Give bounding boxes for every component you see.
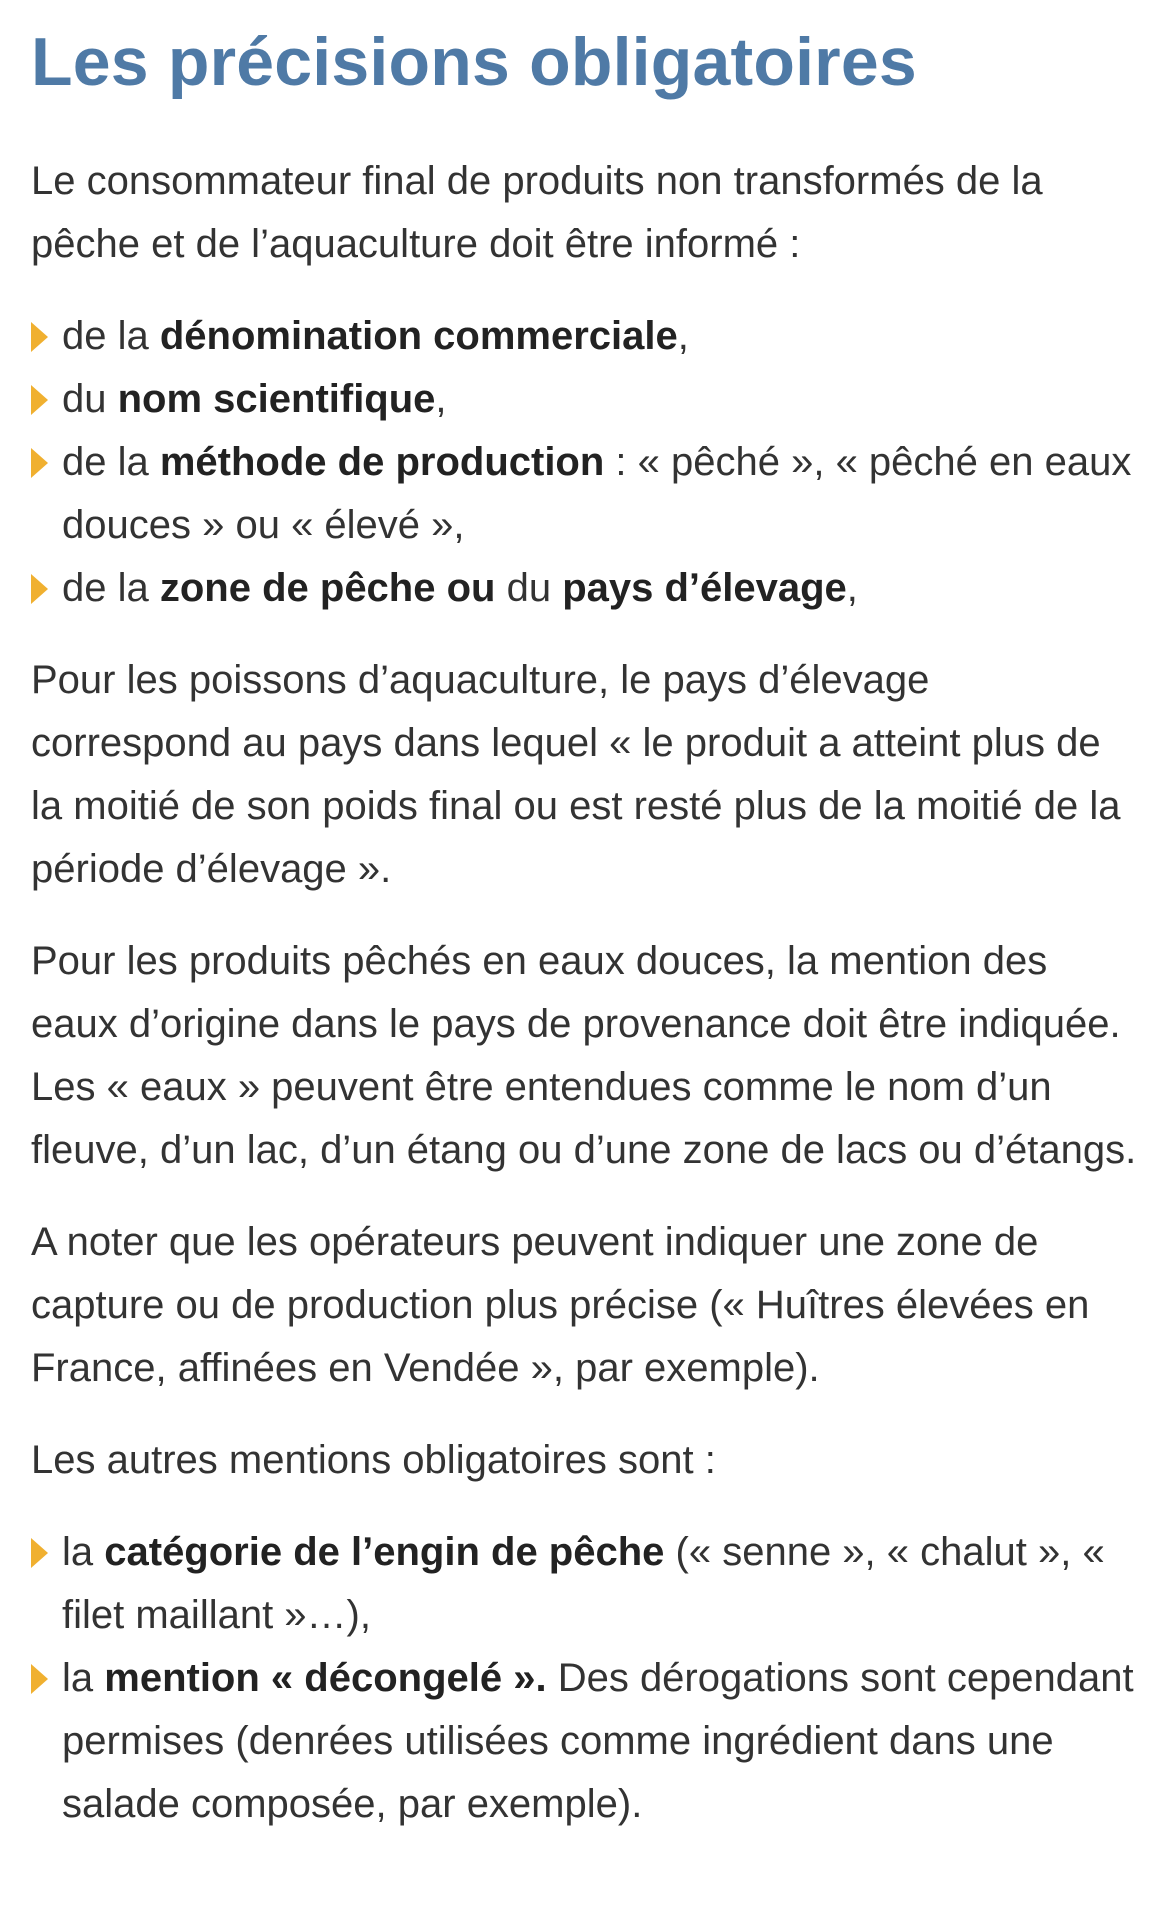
item-middle: du: [495, 566, 563, 610]
operators-note-paragraph: A noter que les opérateurs peuvent indiquer une zone de capture ou de production plus précise (« Huîtres élevées en France, affinées en Vendée », par exemple).: [31, 1220, 1090, 1390]
item-suffix: ,: [677, 314, 689, 358]
list-item: [31, 1647, 1140, 1836]
item-bold-second: pays d’élevage: [562, 566, 847, 610]
item-suffix: (« senne », « chalut », « filet maillant »…),: [62, 1530, 1105, 1637]
item-prefix: la: [62, 1530, 105, 1574]
item-prefix: de la: [62, 314, 160, 358]
item-suffix: ,: [846, 566, 858, 610]
other-mentions-list: [31, 1521, 1140, 1836]
list-item: [31, 431, 1140, 557]
item-suffix: Des dérogations sont cependant permises (denrées utilisées comme ingrédient dans une salade composée, par exemple).: [62, 1656, 1134, 1826]
triangle-right-icon: [31, 322, 48, 352]
freshwater-paragraph: Pour les produits pêchés en eaux douces, la mention des eaux d’origine dans le pays de provenance doit être indiquée. Les « eaux » peuvent être entendues comme le nom d’un fleuve, d’un lac, d’un étang ou d’une zone de lacs ou d’étangs.: [31, 939, 1137, 1172]
item-bold: zone de pêche ou: [159, 566, 496, 610]
item-bold: catégorie de l’engin de pêche: [104, 1530, 665, 1574]
list-item: [31, 557, 1140, 620]
item-prefix: du: [62, 377, 118, 421]
triangle-right-icon: [31, 574, 48, 604]
other-mentions-paragraph: Les autres mentions obligatoires sont :: [31, 1438, 716, 1482]
triangle-right-icon: [31, 385, 48, 415]
triangle-right-icon: [31, 448, 48, 478]
item-bold: dénomination commerciale: [159, 314, 678, 358]
item-prefix: la: [62, 1656, 105, 1700]
page-title: Les précisions obligatoires: [31, 24, 917, 100]
list-item: [31, 305, 1140, 368]
item-prefix: de la: [62, 440, 160, 484]
aquaculture-paragraph: Pour les poissons d’aquaculture, le pays d’élevage correspond au pays dans lequel « le produit a atteint plus de la moitié de son poids final ou est resté plus de la moitié de la période d’élevage ».: [31, 658, 1121, 891]
item-prefix: de la: [62, 566, 160, 610]
intro-paragraph: Le consommateur final de produits non transformés de la pêche et de l’aquaculture doit être informé :: [31, 159, 1043, 266]
list-item: [31, 1521, 1140, 1647]
mandatory-info-list: [31, 305, 1140, 620]
item-bold: méthode de production: [159, 440, 605, 484]
triangle-right-icon: [31, 1664, 48, 1694]
triangle-right-icon: [31, 1538, 48, 1568]
item-suffix: ,: [435, 377, 447, 421]
item-bold: nom scientifique: [117, 377, 436, 421]
item-bold: mention « décongelé ».: [104, 1656, 547, 1700]
item-suffix: : « pêché », « pêché en eaux douces » ou « élevé »,: [62, 440, 1132, 547]
list-item: [31, 368, 1140, 431]
